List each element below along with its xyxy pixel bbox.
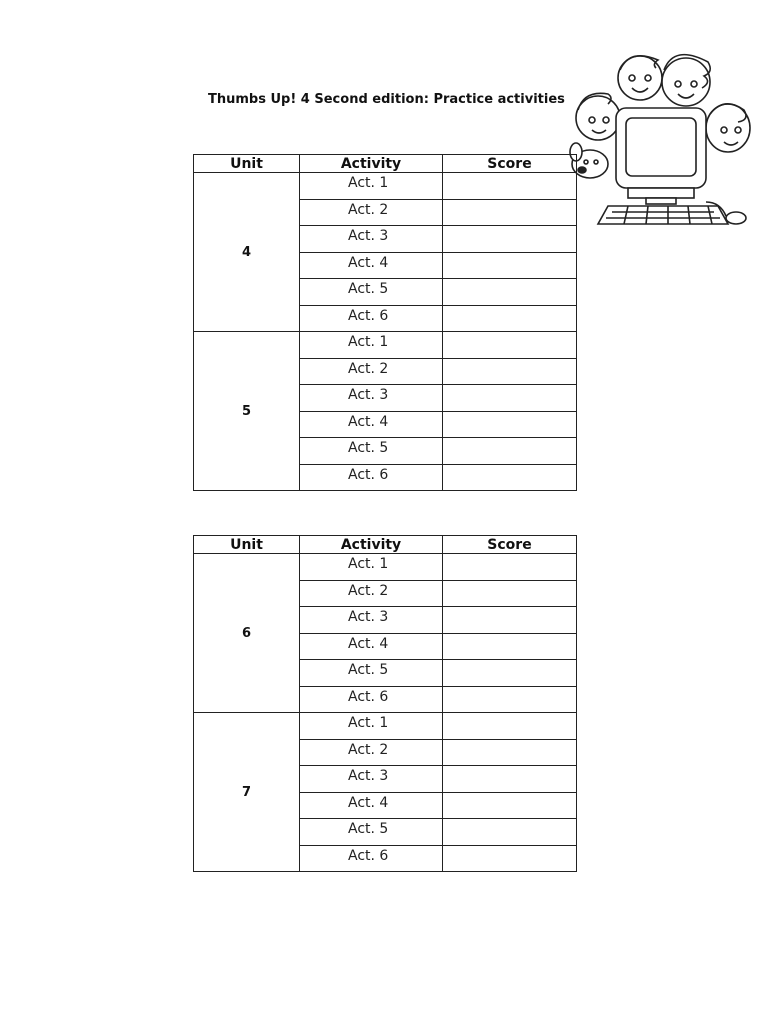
activity-cell: Act. 1: [300, 713, 443, 740]
table-row: [194, 173, 577, 200]
table-row: [194, 332, 577, 359]
activity-cell: Act. 3: [300, 385, 443, 412]
kids-at-computer-icon: [568, 48, 754, 230]
activity-cell: Act. 1: [300, 332, 443, 359]
unit-cell: 7: [194, 713, 300, 872]
score-cell[interactable]: [443, 766, 577, 793]
activity-cell: Act. 1: [300, 554, 443, 581]
header-unit: Unit: [194, 536, 300, 554]
table-header-row: [194, 536, 577, 554]
unit-cell: 5: [194, 332, 300, 491]
header-unit: Unit: [194, 155, 300, 173]
activity-cell: Act. 4: [300, 792, 443, 819]
score-cell[interactable]: [443, 332, 577, 359]
score-cell[interactable]: [443, 607, 577, 634]
activity-cell: Act. 6: [300, 845, 443, 872]
score-cell[interactable]: [443, 199, 577, 226]
activity-cell: Act. 3: [300, 766, 443, 793]
header-activity: Activity: [300, 536, 443, 554]
score-cell[interactable]: [443, 279, 577, 306]
score-cell[interactable]: [443, 819, 577, 846]
score-cell[interactable]: [443, 713, 577, 740]
activity-cell: Act. 4: [300, 252, 443, 279]
unit-cell: 4: [194, 173, 300, 332]
score-cell[interactable]: [443, 438, 577, 465]
activity-cell: Act. 4: [300, 411, 443, 438]
activity-cell: Act. 6: [300, 686, 443, 713]
table-row: [194, 554, 577, 581]
score-cell[interactable]: [443, 686, 577, 713]
score-cell[interactable]: [443, 173, 577, 200]
score-cell[interactable]: [443, 252, 577, 279]
activity-cell: Act. 4: [300, 633, 443, 660]
score-cell[interactable]: [443, 660, 577, 687]
score-cell[interactable]: [443, 554, 577, 581]
activity-cell: Act. 2: [300, 358, 443, 385]
table-header-row: [194, 155, 577, 173]
activity-cell: Act. 5: [300, 819, 443, 846]
header-score: Score: [443, 536, 577, 554]
score-cell[interactable]: [443, 358, 577, 385]
activity-cell: Act. 5: [300, 438, 443, 465]
header-activity: Activity: [300, 155, 443, 173]
score-cell[interactable]: [443, 464, 577, 491]
activity-cell: Act. 5: [300, 279, 443, 306]
activity-cell: Act. 2: [300, 199, 443, 226]
activity-cell: Act. 3: [300, 226, 443, 253]
activity-cell: Act. 2: [300, 580, 443, 607]
header-score: Score: [443, 155, 577, 173]
score-cell[interactable]: [443, 411, 577, 438]
activity-cell: Act. 2: [300, 739, 443, 766]
activity-cell: Act. 5: [300, 660, 443, 687]
score-cell[interactable]: [443, 226, 577, 253]
score-cell[interactable]: [443, 792, 577, 819]
score-cell[interactable]: [443, 580, 577, 607]
activity-cell: Act. 3: [300, 607, 443, 634]
score-cell[interactable]: [443, 633, 577, 660]
page-title: Thumbs Up! 4 Second edition: Practice activities: [208, 92, 565, 107]
unit-cell: 6: [194, 554, 300, 713]
activity-cell: Act. 6: [300, 305, 443, 332]
score-cell[interactable]: [443, 739, 577, 766]
activity-cell: Act. 6: [300, 464, 443, 491]
table-row: [194, 713, 577, 740]
scores-table-units-4-5: [193, 154, 577, 491]
score-cell[interactable]: [443, 305, 577, 332]
score-cell[interactable]: [443, 385, 577, 412]
scores-table-units-6-7: [193, 535, 577, 872]
activity-cell: Act. 1: [300, 173, 443, 200]
score-cell[interactable]: [443, 845, 577, 872]
